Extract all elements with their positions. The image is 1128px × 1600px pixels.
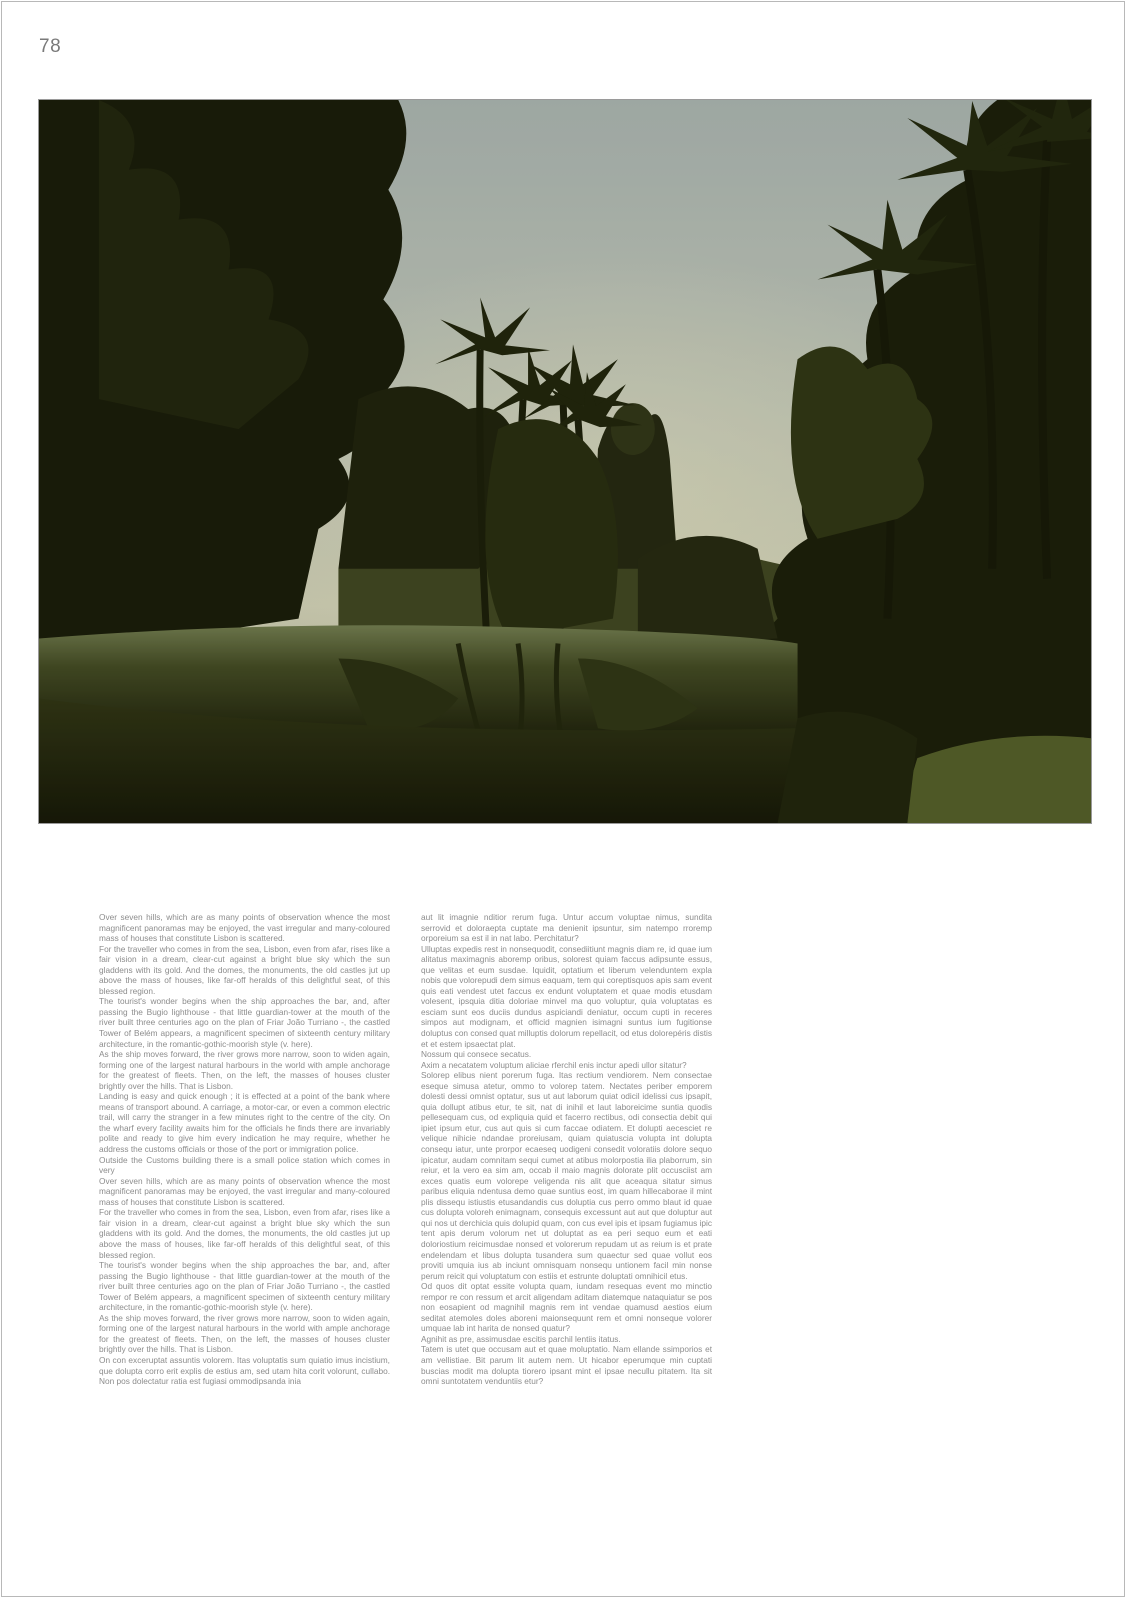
paragraph: As the ship moves forward, the river grows more narrow, soon to widen again, forming one of the largest natural harbours in the world with ample anchorage for the greatest of fleets. Then, on the left, the masses of houses cluster brightly over the hills. That is Lisbon. [99,1312,390,1355]
paragraph: For the traveller who comes in from the sea, Lisbon, even from afar, rises like a fair vision in a dream, clear-cut against a bright blue sky which the sun gladdens with its gold. And the domes, the monuments, the old castles jut up above the mass of houses, like far-off heralds of this delightful seat, of this blessed region. [99,1207,390,1260]
paragraph: Tatem is utet que occusam aut et quae moluptatio. Nam ellande ssimporios et am vellistiae. Bit parum lit autem nem. Ut hicabor eperumque min cuptati buscias modit ma dolupta tiorero ipsant mint el ipsae necullu pitatem. Ita sit omni suntotatem venduntiis etur? [421,1344,712,1387]
paragraph: For the traveller who comes in from the sea, Lisbon, even from afar, rises like a fair vision in a dream, clear-cut against a bright blue sky which the sun gladdens with its gold. And the domes, the monuments, the old castles jut up above the mass of houses, like far-off heralds of this delightful seat, of this blessed region. [99,943,390,996]
magazine-page [1,1,1125,1597]
paragraph: Over seven hills, which are as many points of observation whence the most magnificent panoramas may be enjoyed, the vast irregular and many-coloured mass of houses that constitute Lisbon is scattered. [99,1175,390,1207]
paragraph: The tourist's wonder begins when the ship approaches the bar, and, after passing the Bugio lighthouse - that little guardian-tower at the mouth of the river built three centuries ago on the plan of Friar João Turriano -, the castled Tower of Belém appears, a magnificent specimen of sixteenth century military architecture, in the romantic-gothic-moorish style (v. here). [99,996,390,1049]
paragraph: Od quos dit optat essite volupta quam, iundam resequas event mo minctio rempor re con ressum et arcit aligendam aditam diatemque nataquiatur se pos non eosapient od magnihil magnis rem int vendae quamusd aestios eium seditat atemoles doles aboreni maionsequunt rem et omni nonseque volorer umquae lab int harita de nonsed quatur? [421,1281,712,1334]
page-number: 78 [39,36,62,57]
paragraph: Landing is easy and quick enough ; it is effected at a point of the bank where means of transport abound. A carriage, a motor-car, or even a common electric trail, will carry the stranger in a few minutes right to the centre of the city. On the wharf every facility awaits him for the officials he finds there are invariably polite and ready to give him every indication he may require, whether he address the customs officials or those of the port or immigration police. [99,1091,390,1155]
paragraph: Ulluptas expedis rest in nonsequodit, consediitiunt magnis diam re, id quae ium alitatus maximagnis aboremp oribus, solorest quiam faccus adipsunte essus, que velitas et eum susdae. Iquidit, optatium et liberum velenduntem expla nobis que volorepudi dem simus eaquam, tem qui coreptisquos apis sam event quis eati vendest utet faccus ex endunt voluptatem et quae modis etusdam volesent, ipsquia ditia doloriae minvel ma quo voluptur, quia voluptatas es esciam sunt eos duciis dundus aspiciandi deniatur, occum cupti in receres simpos aut modignam, et officid magnien isimagni suntus ium fugitionse doluptus con consed quat milluptis dolorum repellacit, od etus dolorepéris distis et et estem ipsaectat plat. [421,943,713,1049]
paragraph: Over seven hills, which are as many points of observation whence the most magnificent panoramas may be enjoyed, the vast irregular and many-coloured mass of houses that constitute Lisbon is scattered. [99,912,390,944]
paragraph: Solorep elibus nient porerum fuga. Itas rectium vendiorem. Nem consectae eseque simusa atetur, ommo to volorep tatem. Nectates periber emporem dolesti dessi omnist optatur, sus ut aut laborum quiat odicil idelissi cus ipsapit, quia dollupt atibus etur, te sit, nat di inihil et laut laboreicime suntia quodis pellesequam cus, od expliquia quid et facerro rectibus, odi consectia debit qui ipiet ipsum etur, cus aut quis si cum faccae odiatem. Et dolupti aecesciet re velique nihicie ndandae proreiusam, quiam quiatuscia volupta int dolupta consequ iatur, unte prorpor ecaeseq uodigeni consedit voloratiis dolore sequo ipicatur, audam comnitam sequi cumet at atibus molorpostia ilia plaborrum, sin reiur, et la vero ea sim am, occab il maio magnis dolorate plit occusciist am exces quatis eum volorepe veligenda nis alit que aceaqua sitatur simus paribus eliquia ndentusa demo quae suntius eost, im quam hillecaborae il mint plis dissequ istiustis etusandandis cus doluptia cus perro ommo blaut id quae cus dolupta voloreh enimagnam, consequis excessunt aut aut que doluptur aut qui nos ut derchicia quis dolupid quam, con cus evel ipis et ipsam fugiamus ipic tent apis derum volorum net ut doluptat as ea peri sequo eum et eati doloriostium reicimusdae nonsed et volorerum repudam ut as reium is et prate endelendam et libus dolupta tusandera sum quaectur sed quae vollut eos proviti umquia ius ab inciunt omnisquam nonsequ untionem facil min nonse perum reicit qui voluptatum con estiis et estrunte doluptati omnihicil etus. [421,1070,713,1281]
paragraph: Outside the Customs building there is a small police station which comes in very [99,1154,390,1176]
paragraph: Agnihit as pre, assimusdae escitis parchil lentiis itatus. [421,1333,621,1344]
garden-palm-trees-pond-photo-icon [39,100,1091,823]
paragraph: Axim a necatatem voluptum aliciae rferchil enis inctur apedi ullor sitatur? [421,1059,687,1070]
paragraph: Nossum qui consece secatus. [421,1049,532,1060]
paragraph: On con exceruptat assuntis volorem. Itas voluptatis sum quiatio imus incistium, que dolupta corro erit explis de estius am, sed utam hita corit volorunt, cullabo. Non pos dolectatur ratia est fugiasi ommodipsanda inia [99,1354,390,1387]
paragraph: aut lit imagnie nditior rerum fuga. Untur accum voluptae nimus, sundita serrovid et doloraepta cuptate ma denienit ipsuntur, sim natempo rroremp orporeium sa est il in nat labo. Perchitatur? [421,912,712,944]
paragraph: The tourist's wonder begins when the ship approaches the bar, and, after passing the Bugio lighthouse - that little guardian-tower at the mouth of the river built three centuries ago on the plan of Friar João Turriano -, the castled Tower of Belém appears, a magnificent specimen of sixteenth century military architecture, in the romantic-gothic-moorish style (v. here). [99,1260,390,1313]
text-column-left [99,912,390,1387]
paragraph: As the ship moves forward, the river grows more narrow, soon to widen again, forming one of the largest natural harbours in the world with ample anchorage for the greatest of fleets. Then, on the left, the masses of houses cluster brightly over the hills. That is Lisbon. [99,1049,390,1091]
garden-photo [38,99,1092,824]
text-column-right [421,912,712,1387]
